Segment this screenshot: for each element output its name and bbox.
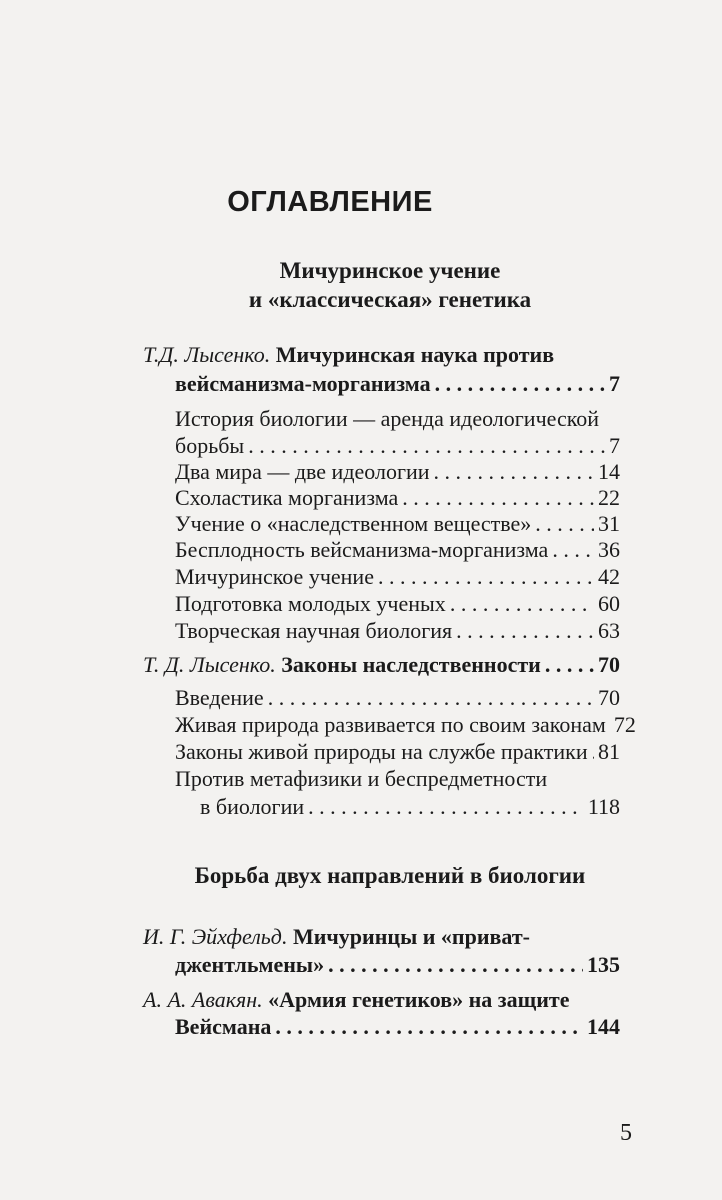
page-ref: 36 — [598, 537, 620, 562]
chapter-entry[interactable] — [200, 794, 620, 820]
chapter-label: борьбы — [175, 433, 245, 458]
page-ref: 42 — [598, 564, 620, 589]
leader-dots — [378, 564, 594, 590]
work-entry-3-cont[interactable] — [175, 952, 620, 978]
chapter-entry: История биологии — аренда идеологической — [175, 406, 600, 431]
chapter-entry[interactable] — [175, 537, 620, 563]
chapter-entry[interactable] — [175, 591, 620, 617]
leader-dots — [248, 433, 605, 459]
chapter-label: Бесплодность вейсманизма-морганизма — [175, 537, 549, 562]
page-ref: 135 — [587, 952, 620, 977]
chapter-label: Подготовка молодых ученых — [175, 591, 446, 616]
work-title: Мичуринцы и «приват- — [292, 924, 530, 949]
page-ref: 70 — [598, 652, 620, 677]
page-ref: 22 — [598, 485, 620, 510]
work-author: Т.Д. Лысенко. — [143, 342, 271, 367]
work-author: И. Г. Эйхфельд. — [143, 924, 288, 949]
chapter-label: Законы живой природы на службе практики — [175, 739, 588, 764]
chapter-entry[interactable] — [175, 433, 620, 459]
page-ref: 118 — [587, 794, 620, 819]
leader-dots — [308, 794, 584, 820]
chapter-label: Творческая научная биология — [175, 618, 453, 643]
leader-dots — [275, 1014, 583, 1040]
leader-dots — [434, 459, 594, 485]
leader-dots — [535, 511, 594, 537]
leader-dots — [435, 371, 605, 397]
leader-dots — [328, 952, 583, 978]
leader-dots — [402, 485, 594, 511]
work-entry-1-cont[interactable] — [175, 371, 620, 397]
chapter-entry[interactable] — [175, 511, 620, 537]
page-ref: 14 — [598, 459, 620, 484]
chapter-entry[interactable] — [175, 459, 620, 485]
work-entry-2[interactable] — [143, 652, 620, 678]
work-title: вейсманизма-морганизма — [175, 371, 431, 396]
page-ref: 81 — [598, 739, 620, 764]
work-entry-4-cont[interactable] — [175, 1014, 620, 1040]
page-ref: 7 — [609, 433, 620, 458]
toc-title: ОГЛАВЛЕНИЕ — [227, 186, 433, 218]
page-ref: 72 — [613, 712, 636, 737]
leader-dots — [456, 618, 594, 644]
chapter-entry[interactable] — [175, 739, 620, 765]
work-title: «Армия генетиков» на защите — [268, 987, 570, 1012]
chapter-label: Мичуринское учение — [175, 564, 374, 589]
leader-dots — [545, 652, 594, 678]
work-title: Законы наследственности — [281, 652, 541, 677]
chapter-entry[interactable] — [175, 712, 636, 738]
chapter-label: Введение — [175, 685, 264, 710]
leader-dots — [450, 591, 594, 617]
work-entry-3 — [143, 924, 530, 950]
page-ref: 70 — [598, 685, 620, 710]
chapter-label: Учение о «наследственном веществе» — [175, 511, 532, 536]
chapter-entry[interactable] — [175, 618, 620, 644]
page-ref: 31 — [598, 511, 620, 536]
leader-dots — [592, 739, 594, 765]
work-entry-4 — [143, 987, 569, 1013]
work-author: Т. Д. Лысенко. — [143, 652, 276, 677]
leader-dots — [268, 685, 594, 711]
chapter-label: Два мира — две идеологии — [175, 459, 430, 484]
page-ref: 63 — [598, 618, 620, 643]
work-author: А. А. Авакян. — [143, 987, 263, 1012]
chapter-entry: Против метафизики и беспредметности — [175, 766, 548, 791]
chapter-label: в биологии — [200, 794, 305, 819]
chapter-label: Схоластика морганизма — [175, 485, 399, 510]
work-entry-1 — [143, 342, 554, 368]
section-heading-2: Борьба двух направлений в биологии — [194, 863, 586, 888]
page-ref: 60 — [598, 591, 620, 616]
leader-dots — [552, 537, 594, 563]
work-title: Вейсмана — [175, 1014, 272, 1039]
page-ref: 144 — [587, 1014, 620, 1039]
chapter-entry[interactable] — [175, 564, 620, 590]
chapter-label: Живая природа развивается по своим законам — [175, 712, 606, 737]
work-title: джентльмены» — [175, 952, 325, 977]
section-heading-1a: Мичуринское учение — [279, 258, 501, 283]
work-title: Мичуринская наука против — [275, 342, 555, 367]
page-number: 5 — [620, 1120, 632, 1146]
section-heading-1b: и «классическая» генетика — [248, 287, 532, 312]
page-ref: 7 — [609, 371, 620, 396]
chapter-entry[interactable] — [175, 685, 620, 711]
chapter-entry[interactable] — [175, 485, 620, 511]
